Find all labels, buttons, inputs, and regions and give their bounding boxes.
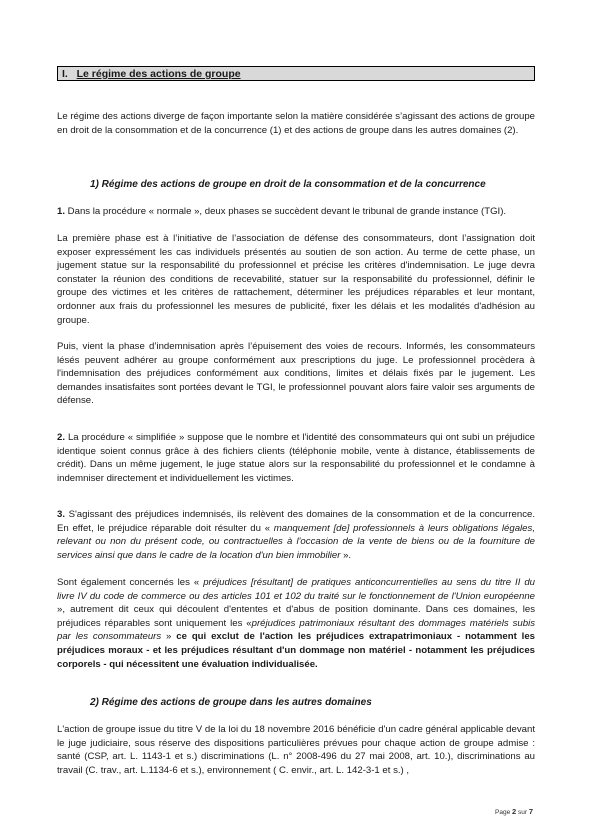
subheading-1: 1) Régime des actions de groupe en droit de la consommation et de la concurrence xyxy=(90,179,486,190)
section-title: Le régime des actions de groupe xyxy=(76,68,241,80)
intro-paragraph: Le régime des actions diverge de façon importante selon la matière considérée s’agissant des actions de groupe en droit de la consommation et de la concurrence (1) et des actions de groupe dans les autres domaines (2). xyxy=(57,111,535,136)
footer-sur-label: sur xyxy=(517,809,528,816)
paragraph-4 xyxy=(57,431,535,485)
paragraph-1 xyxy=(57,205,535,219)
section-heading xyxy=(57,66,535,81)
paragraph-6-text-e: » xyxy=(161,631,177,643)
paragraph-7: L'action de groupe issue du titre V de la loi du 18 novembre 2016 bénéficie d'un cadre général applicable devant le juge judiciaire, sous réserve des dispositions particulières prévues pour chaque action de groupe admise : santé (CSP, art. L. 1143-1 et s.) discriminations (L. n° 2008-496 du 27 mai 2008, art. 10.), discriminations au travail (C. trav., art. L.1134-6 et s.), environnement ( C. envir., art. L. 142-3-1 et s.) , xyxy=(57,724,535,776)
paragraph-6-bold: ce qui exclut de l'action les préjudices extrapatrimoniaux - notamment les préjudices moraux - et les préjudices résultant d'un dommage non matériel - notamment les préjudices corporels - qui nécessitent une évaluation individualisée. xyxy=(57,631,535,670)
paragraph-3: Puis, vient la phase d’indemnisation après l’épuisement des voies de recours. Informés, les consommateurs lésés peuvent adhérer au groupe conformément aux prescriptions du juge. Le professionnel procèdera à l'indemnisation des préjudices conformément aux conditions, limites et délais fixés par le jugement. Les demandes insatisfaites sont portées devant le TGI, le professionnel pouvant alors faire valoir ses arguments de défense. xyxy=(57,341,535,407)
footer-page-total: 7 xyxy=(528,807,533,816)
paragraph-5-text-a: S'agissant des préjudices indemnisés, ils relèvent des domaines de la consommation et de la concurrence. En effet, le préjudice réparable doit résulter du « xyxy=(57,509,535,534)
footer-page-label: Page xyxy=(495,809,511,816)
paragraph-2: La première phase est à l’initiative de l’association de défense des consommateurs, dont l’assignation doit exposer expressément les cas individuels présentés au soutien de son action. Au terme de cette phase, un jugement statue sur la responsabilité du professionnel et précise les critères d'indemnisation. Le juge devra constater la réunion des conditions de recevabilité, statuer sur la responsabilité du professionnel, définir le groupe des victimes et les critères de rattachement, déterminer les préjudices réparables et leur montant, ordonner aux frais du professionnel les mesures de publicité, fixer les délais et les modalités d'adhésion au groupe. xyxy=(57,233,535,326)
paragraph-4-number: 2. xyxy=(57,432,66,443)
paragraph-1-text: Dans la procédure « normale », deux phases se succèdent devant le tribunal de grande instance (TGI). xyxy=(65,206,507,217)
paragraph-5-number: 3. xyxy=(57,509,66,520)
paragraph-6-quote-1: préjudices [résultant] de pratiques anticoncurrentielles au sens du titre II du livre IV du code de commerce ou des articles 101 et 102 du traité sur le fonctionnement de l'Union européenne xyxy=(57,577,535,602)
paragraph-4-text: La procédure « simplifiée » suppose que le nombre et l'identité des consommateurs qui ont subi un préjudice identique soient connus grâce à des fichiers clients (téléphonie mobile, vente à distance, établissements de crédit). Dans un même jugement, le juge statue alors sur la responsabilité du professionnel et le condamne à indemniser directement et individuellement les victimes. xyxy=(57,432,535,484)
footer-page-number: 2 xyxy=(512,807,517,816)
paragraph-6-text-a: Sont également concernés les « xyxy=(57,577,204,588)
section-number: I. xyxy=(62,68,68,80)
paragraph-6-quote-2: préjudices patrimoniaux résultant des dommages matériels subis par les consommateurs xyxy=(57,617,536,643)
paragraph-1-number: 1. xyxy=(57,206,66,217)
subheading-2: 2) Régime des actions de groupe dans les autres domaines xyxy=(90,697,372,708)
page-footer xyxy=(495,807,533,816)
paragraph-6-text-c: », autrement dit ceux qui découlent d'ententes et d'abus de position dominante. Dans ces domaines, les préjudices réparables sont uniquement les « xyxy=(57,604,535,629)
paragraph-5-quote: manquement [de] professionnels à leurs obligations légales, relevant ou non du présent code, ou contractuelles à l'occasion de la vente de biens ou de la fourniture de services ainsi que dans le cadre de la location d'un bien immobilier xyxy=(57,522,535,561)
paragraph-5-text-c: ». xyxy=(340,549,352,561)
paragraph-5 xyxy=(57,508,535,562)
paragraph-6 xyxy=(57,576,535,671)
